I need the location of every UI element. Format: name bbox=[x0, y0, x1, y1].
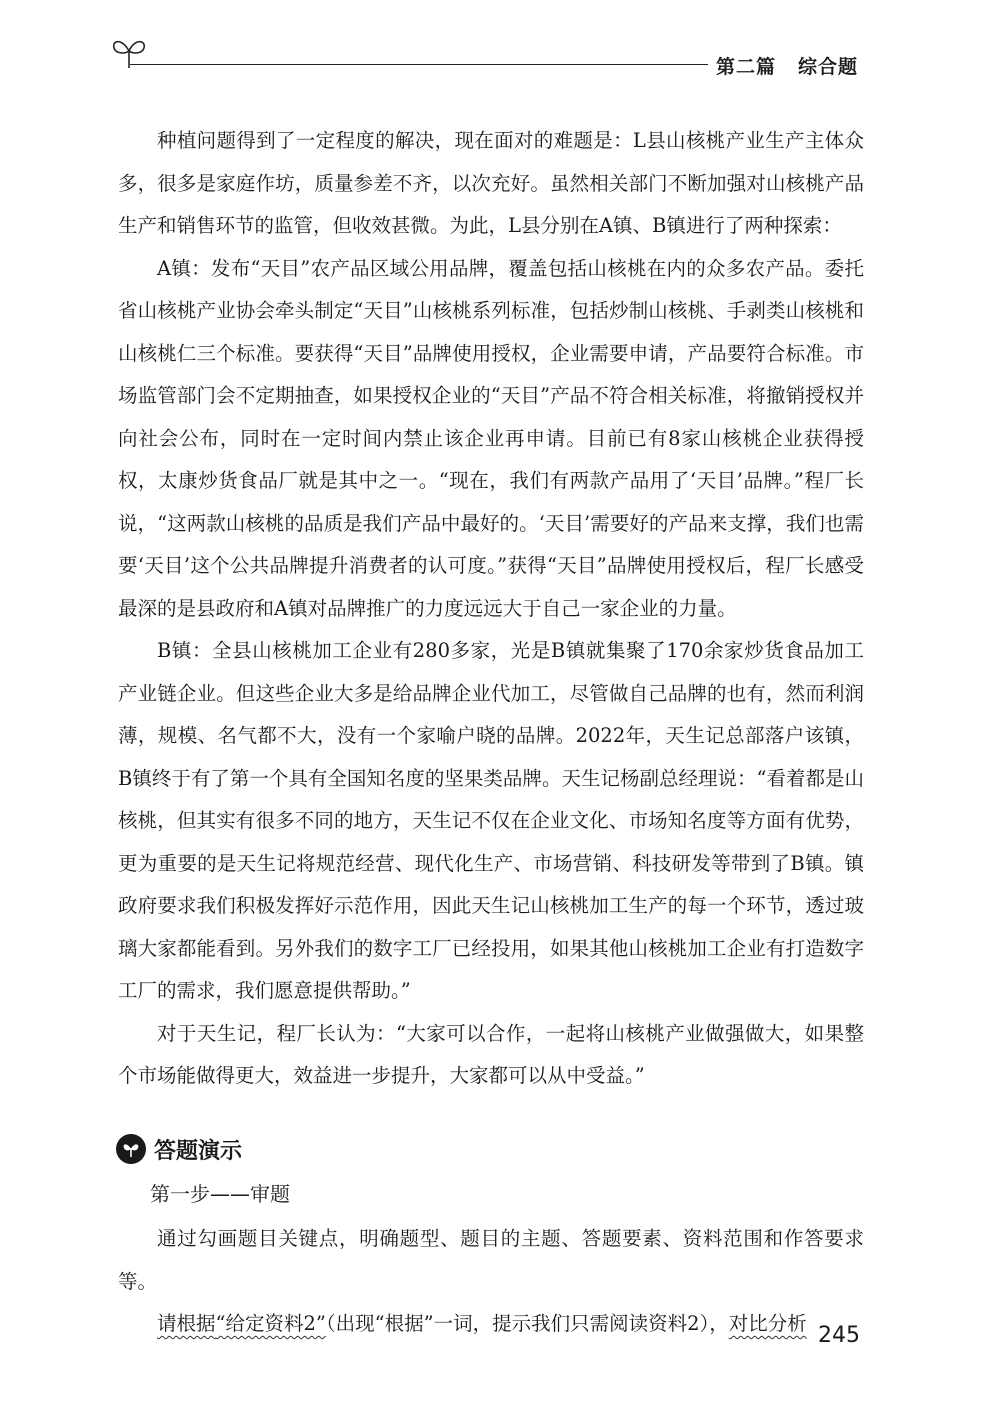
header-rule bbox=[130, 64, 708, 65]
running-head bbox=[716, 52, 866, 79]
page-number: 245 bbox=[818, 1323, 860, 1348]
step-intro: 通过勾画题目关键点，明确题型、题目的主题、答题要素、资料范围和作答要求等。 bbox=[118, 1227, 864, 1293]
step-body bbox=[118, 1218, 864, 1346]
body-text bbox=[118, 120, 864, 1098]
paragraph-town-b: B镇：全县山核桃加工企业有280多家，光是B镇就集聚了170余家炒货食品加工产业链企业。但这些企业大多是给品牌企业代加工，尽管做自己品牌的也有，然而利润薄，规模、名气都不大，没有一个家喻户晓的品牌。2022年，天生记总部落户该镇，B镇终于有了第一个具有全国知名度的坚果类品牌。天生记杨副总经理说：“看着都是山核桃，但其实有很多不同的地方，天生记不仅在企业文化、市场知名度等方面有优势，更为重要的是天生记将规范经营、现代化生产、市场营销、科技研发等带到了B镇。镇政府要求我们积极发挥好示范作用，因此天生记山核桃加工生产的每一个环节，透过玻璃大家都能看到。另外我们的数字工厂已经投用，如果其他山核桃加工企业有打造数字工厂的需求，我们愿意提供帮助。” bbox=[118, 639, 864, 1002]
section-heading bbox=[116, 1133, 242, 1165]
section-label: 综合题 bbox=[798, 56, 859, 78]
keyword-material: “给定资料2” bbox=[215, 1312, 326, 1335]
question-line bbox=[118, 1303, 864, 1346]
section-title: 答题演示 bbox=[154, 1138, 243, 1164]
question-note: （出现“根据”一词，提示我们只需阅读资料2）， bbox=[325, 1312, 729, 1335]
paragraph-town-a: A镇：发布“天目”农产品区域公用品牌，覆盖包括山核桃在内的众多农产品。委托省山核桃产业协会牵头制定“天目”山核桃系列标准，包括炒制山核桃、手剥类山核桃和山核桃仁三个标准。要获得“天目”品牌使用授权，企业需要申请，产品要符合标准。市场监管部门会不定期抽查，如果授权企业的“天目”产品不符合相关标准，将撤销授权并向社会公布，同时在一定时间内禁止该企业再申请。目前已有8家山核桃企业获得授权，太康炒货食品厂就是其中之一。“现在，我们有两款产品用了‘天目’品牌。”程厂长说，“这两款山核桃的品质是我们产品中最好的。‘天目’需要好的产品来支撑，我们也需要‘天目’这个公共品牌提升消费者的认可度。”获得“天目”品牌使用授权后，程厂长感受最深的是县政府和A镇对品牌推广的力度远远大于自己一家企业的力量。 bbox=[118, 256, 864, 620]
paragraph-conclusion: 对于天生记，程厂长认为：“大家可以合作，一起将山核桃产业做强做大，如果整个市场能做得更大，效益进一步提升，大家都可以从中受益。” bbox=[118, 1021, 864, 1087]
leaf-icon bbox=[116, 1134, 146, 1164]
keyword-compare: 对比分析 bbox=[728, 1312, 807, 1335]
part-label: 第二篇 bbox=[716, 56, 777, 78]
step-title: 第一步——审题 bbox=[150, 1182, 290, 1206]
paragraph-intro: 种植问题得到了一定程度的解决，现在面对的难题是：L县山核桃产业生产主体众多，很多是家庭作坊，质量参差不齐，以次充好。虽然相关部门不断加强对山核桃产品生产和销售环节的监管，但收效甚微。为此，L县分别在A镇、B镇进行了两种探索： bbox=[118, 129, 864, 237]
keyword-according: 请根据 bbox=[157, 1312, 216, 1335]
